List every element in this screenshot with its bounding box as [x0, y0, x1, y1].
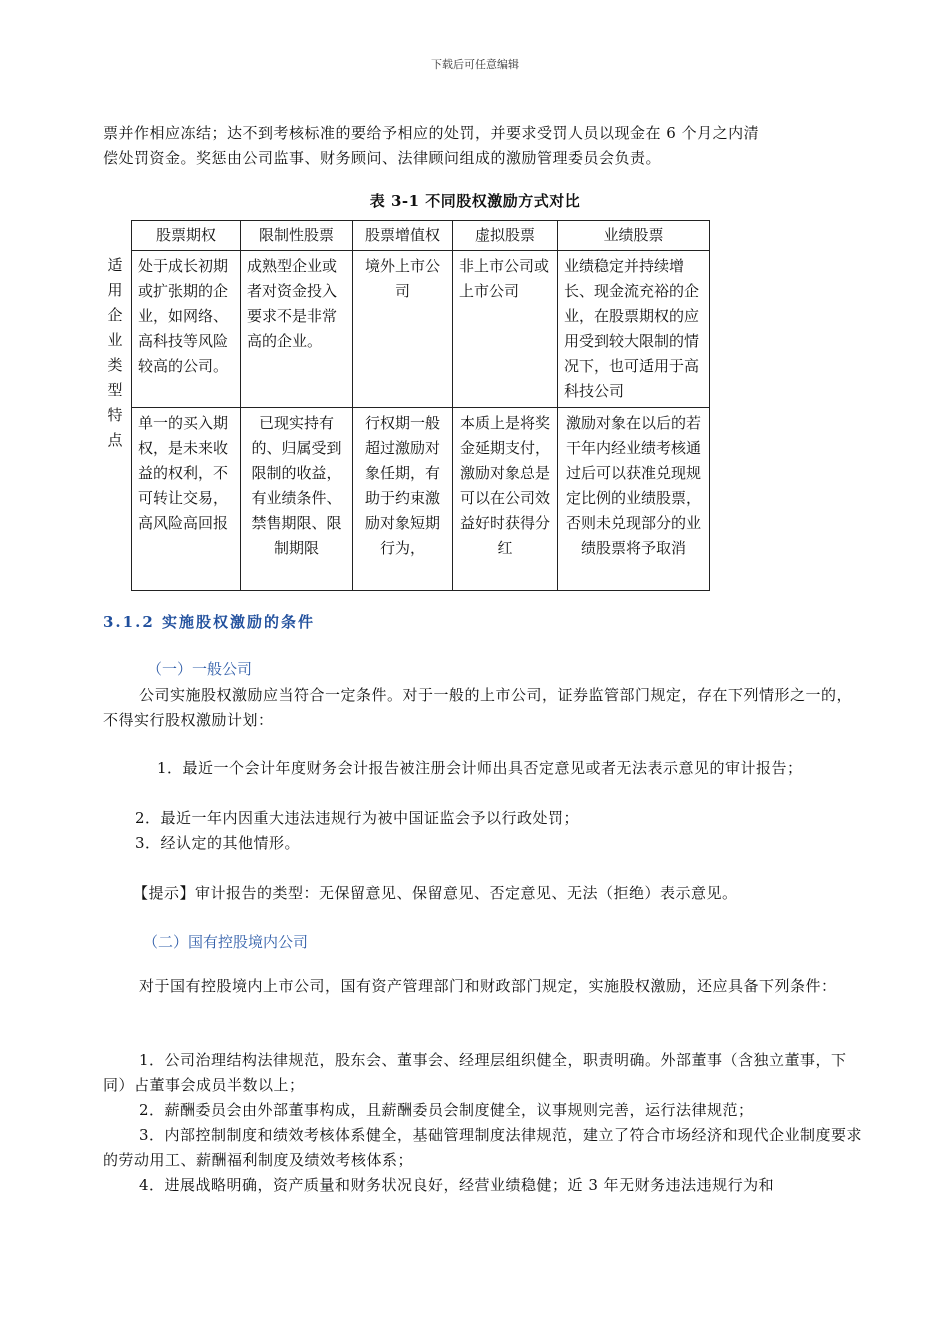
column-header: 业绩股票: [558, 221, 710, 251]
row-label-enterprise-type: [100, 253, 130, 403]
table-cell: 已现实持有的、归属受到限制的收益，有业绩条件、禁售期限、限制期限: [241, 408, 353, 591]
subsection-title-state-owned: （二）国有控股境内公司: [143, 933, 309, 951]
list-item: 1．公司治理结构法律规范，股东会、董事会、经理层组织健全，职责明确。外部董事（含独立董事，下同）占董事会成员半数以上；: [103, 1051, 847, 1094]
row-label-features: [100, 403, 130, 453]
list-item: 1．最近一个会计年度财务会计报告被注册会计师出具否定意见或者无法表示意见的审计报告；: [157, 759, 803, 777]
list-item: 2．最近一年内因重大违法违规行为被中国证监会予以行政处罚；: [135, 809, 580, 827]
comparison-table: [131, 220, 710, 591]
row-label-text: 适用企业类型: [107, 256, 123, 399]
general-intro: 公司实施股权激励应当符合一定条件。对于一般的上市公司，证券监管部门规定，存在下列情形之一的，不得实行股权激励计划：: [103, 686, 853, 729]
state-owned-intro: 对于国有控股境内上市公司，国有资产管理部门和财政部门规定，实施股权激励，还应具备下列条件：: [139, 977, 837, 995]
intro-line-1: 票并作相应冻结；达不到考核标准的要给予相应的处罚，并要求受罚人员以现金在 6 个月之内清: [103, 124, 760, 142]
intro-paragraph: [103, 121, 863, 171]
table-cell: 激励对象在以后的若干年内经业绩考核通过后可以获准兑现规定比例的业绩股票，否则未兑现部分的业绩股票将予取消: [558, 408, 710, 591]
table-header-row: [132, 221, 710, 251]
table-cell: 处于成长初期或扩张期的企业，如网络、高科技等风险较高的公司。: [132, 251, 241, 408]
table-row: [132, 408, 710, 591]
page-header: 下载后可任意编辑: [431, 58, 519, 71]
table-cell: 业绩稳定并持续增长、现金流充裕的企业，在股票期权的应用受到较大限制的情况下，也可适用于高科技公司: [558, 251, 710, 408]
column-header: 虚拟股票: [453, 221, 558, 251]
list-item: 4．进展战略明确，资产质量和财务状况良好，经营业绩稳健；近 3 年无财务违法违规行为和: [139, 1176, 775, 1194]
tip-note: 【提示】审计报告的类型：无保留意见、保留意见、否定意见、无法（拒绝）表示意见。: [133, 884, 738, 902]
table-cell: 单一的买入期权，是未来收益的权利，不可转让交易，高风险高回报: [132, 408, 241, 591]
table-caption: 表 3-1 不同股权激励方式对比: [369, 192, 581, 210]
table-cell: 非上市公司或上市公司: [453, 251, 558, 408]
list-item: 2．薪酬委员会由外部董事构成，且薪酬委员会制度健全，议事规则完善，运行法律规范；: [139, 1101, 754, 1119]
column-header: 股票增值权: [353, 221, 453, 251]
subsection-title-general: （一）一般公司: [147, 660, 253, 678]
table-cell: 境外上市公司: [353, 251, 453, 408]
table-cell: 本质上是将奖金延期支付，激励对象总是可以在公司效益好时获得分红: [453, 408, 558, 591]
table-cell: 行权期一般超过激励对象任期，有助于约束激励对象短期行为，: [353, 408, 453, 591]
intro-line-2: 偿处罚资金。奖惩由公司监事、财务顾问、法律顾问组成的激励管理委员会负责。: [103, 149, 662, 167]
column-header: 股票期权: [132, 221, 241, 251]
row-label-text: 特点: [107, 406, 123, 449]
table-row: [132, 251, 710, 408]
section-title: 3.1.2 实施股权激励的条件: [103, 613, 315, 631]
list-item: 3．经认定的其他情形。: [135, 834, 301, 852]
table-cell: 成熟型企业或者对资金投入要求不是非常高的企业。: [241, 251, 353, 408]
list-item: 3．内部控制制度和绩效考核体系健全，基础管理制度法律规范，建立了符合市场经济和现代企业制度要求的劳动用工、薪酬福利制度及绩效考核体系；: [103, 1126, 863, 1169]
column-header: 限制性股票: [241, 221, 353, 251]
